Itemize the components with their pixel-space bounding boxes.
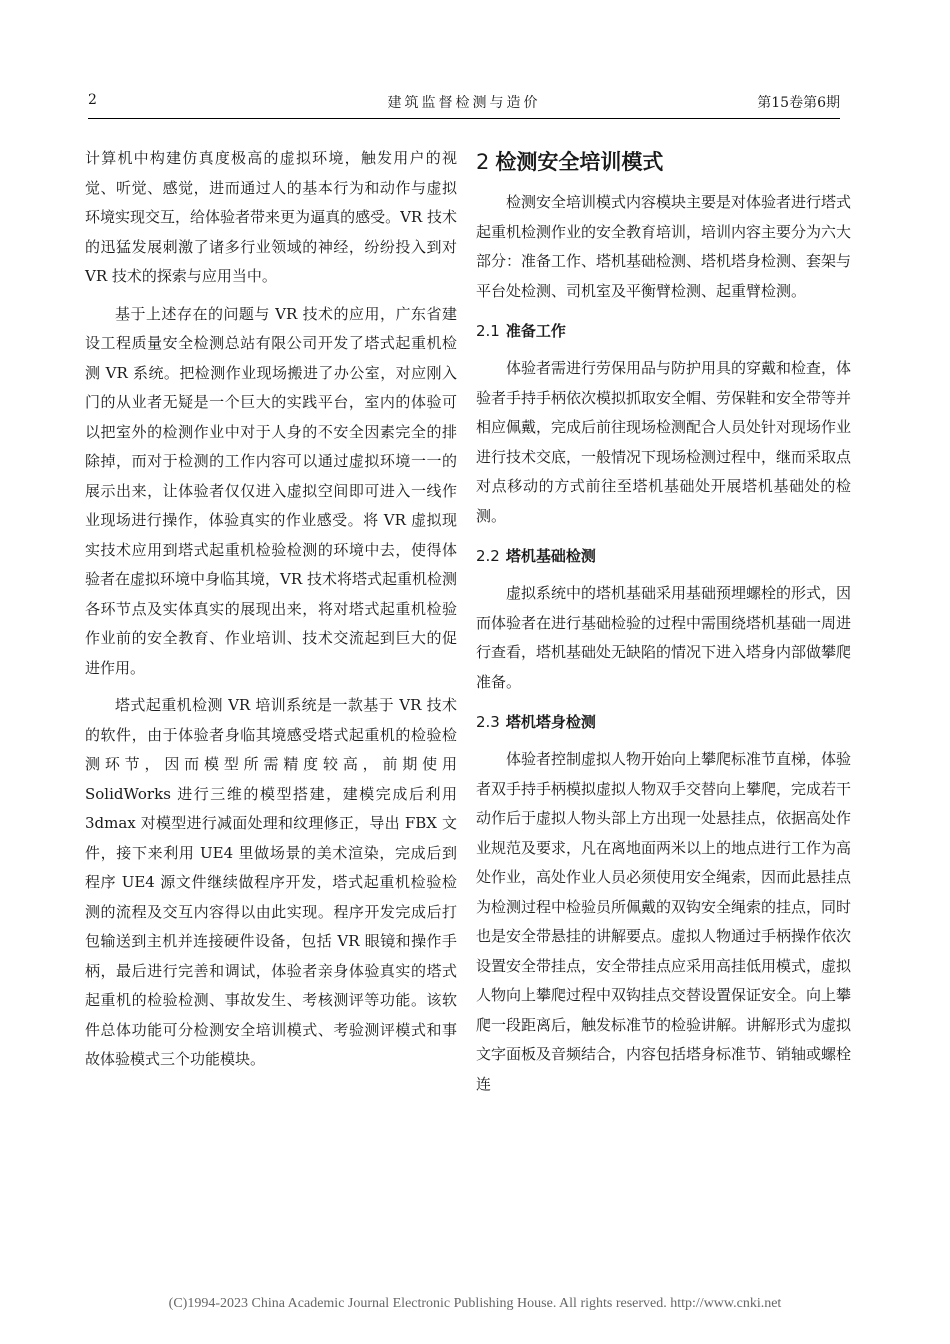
subsection-text-2-3: 体验者控制虚拟人物开始向上攀爬标准节直梯，体验者双手持手柄模拟虚拟人物双手交替向上攀爬，完成若干动作后于虚拟人物头部上方出现一处悬挂点，依据高处作业规范及要求，凡在离地面两米以上的地点进行工作为高处作业，高处作业人员必须使用安全绳索，因而此悬挂点为检测过程中检验员所佩戴的双钩安全绳索的挂点，同时也是安全带悬挂的讲解要点。虚拟人物通过手柄操作依次设置安全带挂点，安全带挂点应采用高挂低用模式，虚拟人物向上攀爬过程中双钩挂点交替设置保证安全。向上攀爬一段距离后，触发标准节的检验讲解。讲解形式为虚拟文字面板及音频结合，内容包括塔身标准节、销轴或螺栓连 <box>476 750 852 1093</box>
subsection-title: 塔机基础检测 <box>505 547 596 565</box>
paragraph-software-dev: 塔式起重机检测 VR 培训系统是一款基于 VR 技术的软件，由于体验者身临其境感受塔式起重机的检验检测环节，因而模型所需精度较高，前期使用 SolidWorks 进行三维的模型搭建，建模完成后利用 3dmax 对模型进行减面处理和纹理修正，导出 FBX 文件，接下来利用 UE4 里做场景的美术渲染，完成后到程序 UE4 源文件继续做程序开发，塔式起重机检验检测的流程及交互内容得以由此实现。程序开发完成后打包输送到主机并连接硬件设备，包括 VR 眼镜和操作手柄，最后进行完善和调试，体验者亲身体验真实的塔式起重机的检验检测、事故发生、考核测评等功能。该软件总体功能可分检测安全培训模式、考验测评模式和事故体验模式三个功能模块。 <box>85 696 457 1068</box>
section-intro: 检测安全培训模式内容模块主要是对体验者进行塔式起重机检测作业的安全教育培训，培训内容主要分为六大部分：准备工作、塔机基础检测、塔机塔身检测、套架与平台处检测、司机室及平衡臂检测、起重臂检测。 <box>476 193 852 300</box>
subsection-title: 准备工作 <box>505 322 566 340</box>
subsection-number: 2.2 <box>476 547 500 565</box>
left-column <box>85 144 457 1075</box>
copyright-footer: (C)1994-2023 China Academic Journal Electronic Publishing House. All rights reserved. http://www.cnki.net <box>168 1296 782 1311</box>
subsection-text-2-1: 体验者需进行劳保用品与防护用具的穿戴和检查，体验者手持手柄依次模拟抓取安全帽、劳保鞋和安全带等并相应佩戴，完成后前往现场检测配合人员处针对现场作业进行技术交底，一般情况下现场检测过程中，继而采取点对点移动的方式前往至塔机基础处开展塔机基础处的检测。 <box>476 359 852 525</box>
page-number: 2 <box>88 92 97 108</box>
running-header <box>88 90 840 119</box>
subsection-number: 2.3 <box>476 713 500 731</box>
section-number: 2 <box>476 150 490 174</box>
right-column <box>476 144 851 1099</box>
subsection-heading-2-1 <box>476 316 851 346</box>
subsection-number: 2.1 <box>476 322 500 340</box>
journal-title: 建筑监督检测与造价 <box>387 95 541 111</box>
subsection-heading-2-2 <box>476 541 851 571</box>
volume-issue: 第15卷第6期 <box>757 95 840 111</box>
subsection-heading-2-3 <box>476 707 851 737</box>
subsection-title: 塔机塔身检测 <box>505 713 596 731</box>
paragraph-vr-intro: 计算机中构建仿真度极高的虚拟环境，触发用户的视觉、听觉、感觉，进而通过人的基本行为和动作与虚拟环境实现交互，给体验者带来更为逼真的感受。VR 技术的迅猛发展刺激了诸多行业领域的神经，纷纷投入到对 VR 技术的探索与应用当中。 <box>85 149 457 285</box>
paragraph-vr-system: 基于上述存在的问题与 VR 技术的应用，广东省建设工程质量安全检测总站有限公司开发了塔式起重机检测 VR 系统。把检测作业现场搬进了办公室，对应刚入门的从业者无疑是一个巨大的实践平台，室内的体验可以把室外的检测作业中对于人身的不安全因素完全的排除掉，而对于检测的工作内容可以通过虚拟环境一一的展示出来，让体验者仅仅进入虚拟空间即可进入一线作业现场进行操作，体验真实的作业感受。将 VR 虚拟现实技术应用到塔式起重机检验检测的环境中去，使得体验者在虚拟环境中身临其境，VR 技术将塔式起重机检测各环节点及实体真实的展现出来，将对塔式起重机检验作业前的安全教育、作业培训、技术交流起到巨大的促进作用。 <box>85 304 457 677</box>
subsection-text-2-2: 虚拟系统中的塔机基础采用基础预埋螺栓的形式，因而体验者在进行基础检验的过程中需围绕塔机基础一周进行查看，塔机基础处无缺陷的情况下进入塔身内部做攀爬准备。 <box>476 584 852 691</box>
section-heading <box>476 144 851 180</box>
section-title: 检测安全培训模式 <box>495 150 664 174</box>
